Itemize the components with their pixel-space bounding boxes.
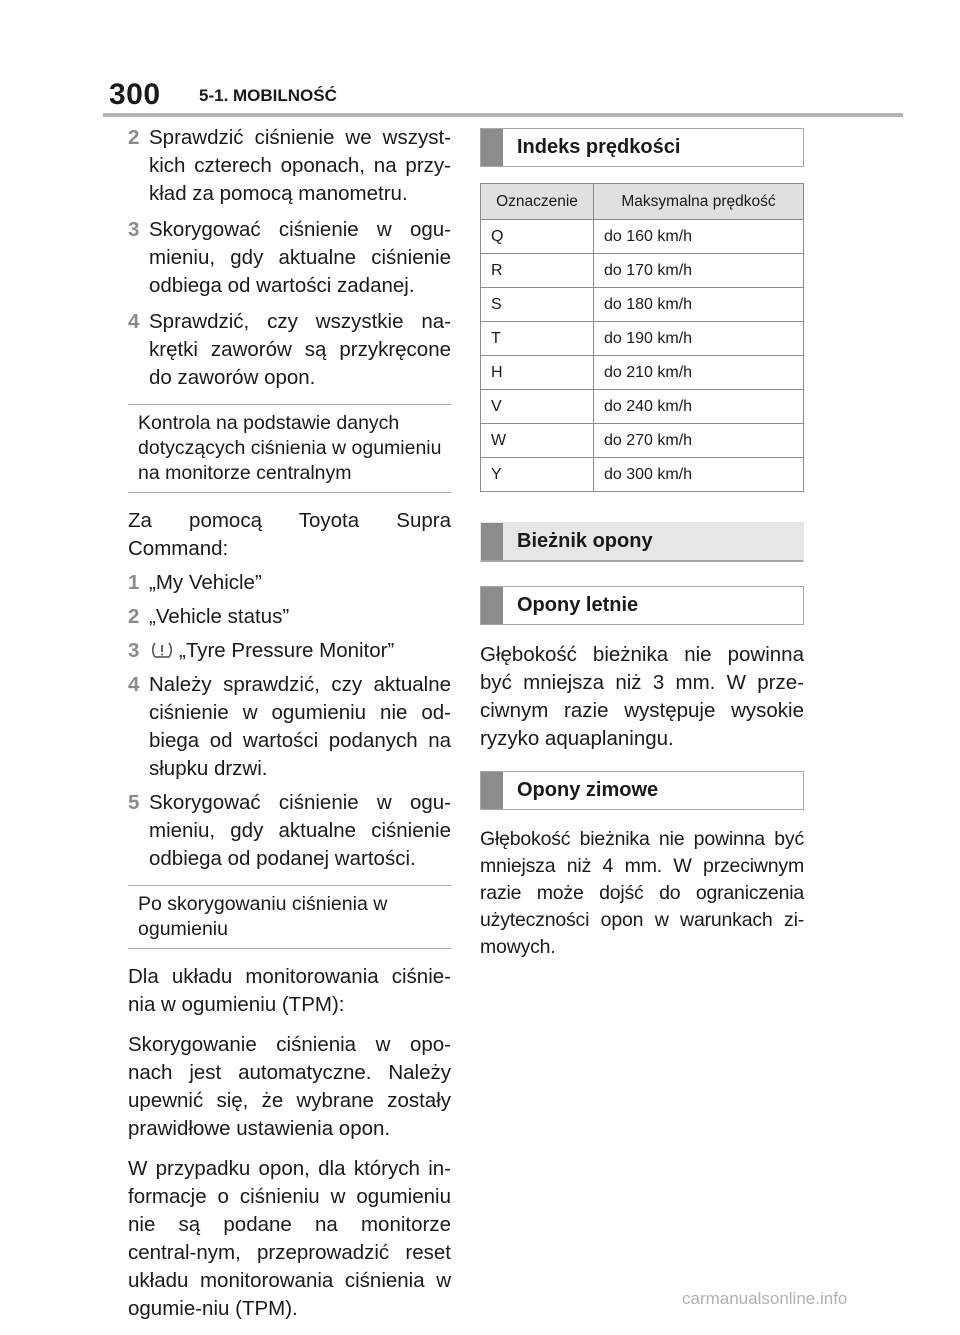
table-row: [481, 356, 804, 390]
table-cell: V: [481, 390, 594, 424]
right-column: [480, 128, 804, 973]
steps-check: [128, 124, 451, 392]
heading-box-tread: [480, 522, 804, 562]
table-row: [481, 458, 804, 492]
heading-box-winter-tyres: [480, 771, 804, 810]
intro-paragraph: Za pomocą Toyota Supra Command:: [128, 509, 451, 560]
step-number: 3: [128, 639, 140, 662]
winter-tyres-text: Głębokość bieżnika nie powinna być mniejsza niż 4 mm. W przeciwnym razie może dojść do ograniczenia użyteczności opon w warunkach zi-mowych.: [480, 828, 804, 958]
step-text: „Vehicle status”: [149, 605, 290, 628]
step-number: 4: [128, 673, 140, 696]
heading-title: Opony zimowe: [517, 779, 659, 801]
table-header-row: [481, 184, 804, 220]
heading-box-summer-tyres: [480, 586, 804, 625]
left-column: [128, 124, 451, 1335]
heading-bar: [481, 587, 503, 624]
watermark: carmanualsonline.info: [682, 1289, 848, 1308]
step-item: [128, 671, 451, 783]
step-item: [128, 569, 451, 597]
step-text: Należy sprawdzić, czy aktualne ciśnienie w ogumieniu nie od-biega od wartości podanych na słupku drzwi.: [149, 673, 451, 780]
step-item: [128, 789, 451, 873]
steps-command: [128, 569, 451, 873]
step-item: [128, 216, 451, 300]
table-cell: do 190 km/h: [594, 322, 804, 356]
step-number: 5: [128, 791, 140, 814]
step-item: [128, 308, 451, 392]
table-cell: S: [481, 288, 594, 322]
table-row: [481, 220, 804, 254]
header-rule: [103, 113, 903, 117]
step-number: 1: [128, 571, 140, 594]
step-item: [128, 603, 451, 631]
table-row: [481, 424, 804, 458]
table-cell: R: [481, 254, 594, 288]
speed-index-table: [480, 183, 804, 492]
table-cell: do 170 km/h: [594, 254, 804, 288]
step-text: „Tyre Pressure Monitor”: [179, 639, 395, 662]
step-text: Sprawdzić, czy wszystkie na-krętki zaworów są przykręcone do zaworów opon.: [149, 310, 451, 389]
table-cell: do 240 km/h: [594, 390, 804, 424]
step-item: [128, 637, 451, 665]
heading-bar: [481, 772, 503, 809]
step-text: Sprawdzić ciśnienie we wszyst-kich czterech oponach, na przy-kład za pomocą manometru.: [149, 126, 451, 205]
subheading-after-correction: Po skorygowaniu ciśnienia w ogumieniu: [128, 885, 451, 949]
table-cell: do 180 km/h: [594, 288, 804, 322]
table-cell: Y: [481, 458, 594, 492]
step-number: 4: [128, 310, 140, 333]
table-cell: H: [481, 356, 594, 390]
table-cell: Q: [481, 220, 594, 254]
section-title: 5-1. MOBILNOŚĆ: [199, 86, 337, 105]
table-cell: T: [481, 322, 594, 356]
step-text: „My Vehicle”: [149, 571, 262, 594]
table-cell: do 160 km/h: [594, 220, 804, 254]
paragraph-auto-correction: Skorygowanie ciśnienia w opo-nach jest automatyczne. Należy upewnić się, że wybrane zostały prawidłowe ustawienia opon.: [128, 1033, 451, 1140]
heading-bar: [481, 523, 503, 560]
table-cell: W: [481, 424, 594, 458]
heading-box-speed-index: [480, 128, 804, 167]
page-number: 300: [109, 78, 161, 111]
step-text: Skorygować ciśnienie w ogu-mieniu, gdy aktualne ciśnienie odbiega od wartości zadanej.: [149, 218, 451, 297]
heading-title: Opony letnie: [517, 594, 639, 616]
table-cell: do 300 km/h: [594, 458, 804, 492]
step-number: 2: [128, 126, 140, 149]
page-header: [103, 76, 903, 118]
step-number: 3: [128, 218, 140, 241]
summer-tyres-text: Głębokość bieżnika nie powinna być mniejsza niż 3 mm. W prze-ciwnym razie występuje wysokie ryzyko aquaplaningu.: [480, 643, 804, 750]
table-row: [481, 390, 804, 424]
table-cell: do 210 km/h: [594, 356, 804, 390]
tyre-pressure-warning-icon: [151, 640, 173, 660]
step-item: [128, 124, 451, 208]
heading-bar: [481, 129, 503, 166]
table-row: [481, 322, 804, 356]
step-number: 2: [128, 605, 140, 628]
paragraph-tpm: Dla układu monitorowania ciśnie-nia w ogumieniu (TPM):: [128, 965, 451, 1016]
subheading-central-monitor: Kontrola na podstawie danych dotyczących ciśnienia w ogumieniu na monitorze centralnym: [128, 404, 451, 493]
table-cell: do 270 km/h: [594, 424, 804, 458]
column-header: Maksymalna prędkość: [594, 184, 804, 220]
table-row: [481, 254, 804, 288]
table-row: [481, 288, 804, 322]
paragraph-reset: W przypadku opon, dla których in-formacje o ciśnieniu w ogumieniu nie są podane na monitorze central-nym, przeprowadzić reset układu monitorowania ciśnienia w ogumie-niu (TPM).: [128, 1157, 451, 1320]
step-text: Skorygować ciśnienie w ogu-mieniu, gdy aktualne ciśnienie odbiega od podanej wartości.: [149, 791, 451, 870]
column-header: Oznaczenie: [481, 184, 594, 220]
heading-title: Bieżnik opony: [517, 530, 653, 552]
heading-title: Indeks prędkości: [517, 136, 681, 158]
